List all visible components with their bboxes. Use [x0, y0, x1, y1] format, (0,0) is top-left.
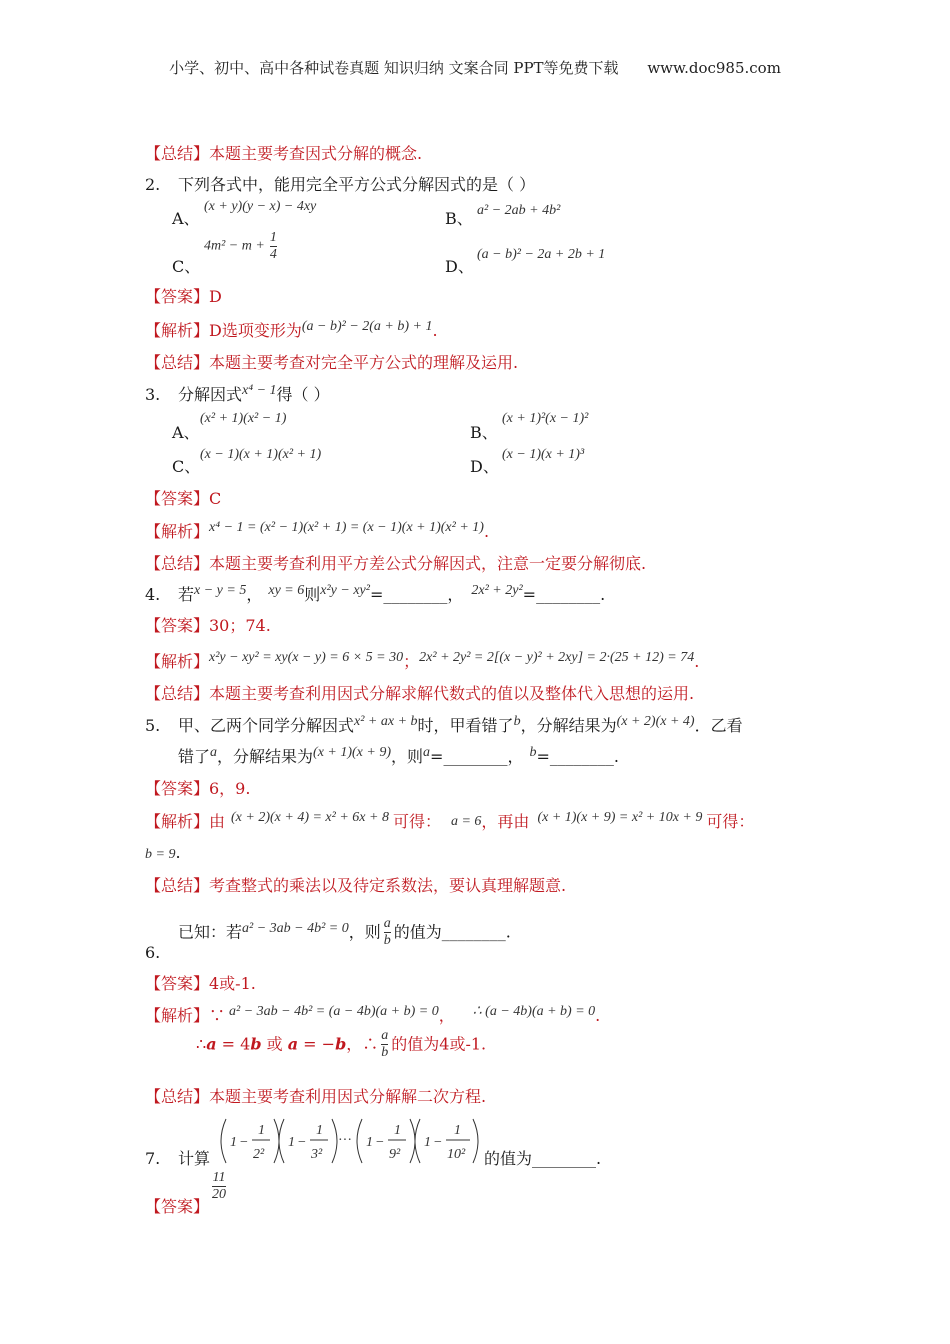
q4-analysis-expr1: x²y − xy² = xy(x − y) = 6 × 5 = 30 [209, 650, 404, 665]
q2-option-c-num: 1 [269, 230, 277, 245]
q2-answer: 【答案】D [145, 287, 222, 306]
header-title: 小学、初中、高中各种试卷真题 知识归纳 文案合同 PPT等免费下载 [169, 59, 619, 77]
q5-e3: (x + 2)(x + 4) [616, 714, 695, 729]
q7-paren-open-2 [279, 1119, 284, 1163]
q6-l2-fraction [381, 1028, 388, 1061]
q5-t6: ，分解结果为 [217, 747, 314, 766]
q3-option-c-label: C、 [172, 457, 201, 476]
q6-analysis [145, 1005, 600, 1029]
q4-number: 4. [145, 585, 161, 604]
q2-option-b-label: B、 [445, 209, 473, 228]
q7-f3-den: 9² [389, 1147, 401, 1162]
q7-t2: 的值为________. [484, 1149, 602, 1168]
q4-analysis-sep: ； [403, 652, 420, 671]
q6-summary: 【总结】本题主要考查利用因式分解解二次方程. [145, 1087, 487, 1106]
q2-stem: 下列各式中，能用完全平方公式分解因式的是（ ） [178, 175, 536, 194]
q7-minus-2: − [298, 1135, 306, 1150]
q3-stem-b: 得（ ） [276, 385, 330, 404]
q2-option-a-expr: (x + y)(y − x) − 4xy [204, 199, 317, 214]
q6-l2-t1: = 4 [216, 1034, 251, 1054]
q6-e1: a² − 3ab − 4b² = 0 [242, 920, 349, 936]
q6-l2-e4: b [335, 1034, 347, 1054]
q6-l2-t4: ，∴ [346, 1034, 379, 1054]
q4-stem [178, 584, 605, 608]
q5-t2: 时，甲看错了 [417, 716, 514, 735]
q6-analysis-e1: a² − 3ab − 4b² = (a − 4b)(a + b) = 0 [229, 1004, 439, 1019]
q2-number: 2. [145, 175, 161, 194]
q7-one-3: 1 [366, 1135, 373, 1150]
q3-option-a-expr: (x² + 1)(x² − 1) [200, 411, 287, 426]
q5-t4: ．乙看 [694, 716, 743, 735]
q6-l2-t5: 的值为4或-1. [391, 1034, 487, 1054]
header-url[interactable]: www.doc985.com [647, 59, 781, 77]
q7-f1-num: 1 [258, 1123, 265, 1138]
q6-l2-frac-den: b [381, 1045, 389, 1060]
q5-analysis-t3: 可得： [706, 812, 755, 831]
q6-t3: 的值为________. [393, 922, 511, 942]
q5-t3: ，分解结果为 [520, 716, 617, 735]
q5-analysis-e4: b = 9 [145, 847, 176, 862]
q7-f1-den: 2² [253, 1147, 265, 1162]
q4-analysis-end: . [694, 652, 700, 671]
q5-summary: 【总结】考查整式的乘法以及待定系数法，要认真理解题意. [145, 876, 567, 895]
q7-one-4: 1 [424, 1135, 431, 1150]
q3-option-d-label: D、 [470, 457, 499, 476]
q7-f2-num: 1 [316, 1123, 323, 1138]
q6-fraction [384, 916, 391, 949]
q5-e1: x² + ax + b [354, 714, 418, 729]
q5-line2 [178, 746, 619, 770]
q6-l2-t3: = − [298, 1034, 336, 1054]
q7-answer-den: 20 [212, 1187, 226, 1202]
q6-analysis-end: . [595, 1006, 601, 1025]
q6-analysis-line2 [196, 1028, 486, 1061]
q4-e1: x − y = 5 [194, 583, 247, 598]
q4-t2: ， [246, 585, 263, 604]
q7-t1: 计算 [178, 1149, 211, 1168]
q4-analysis-expr2: 2x² + 2y² = 2[(x − y)² + 2xy] = 2·(25 + 12) = 74 [419, 650, 695, 665]
q7-paren-close-3 [410, 1119, 415, 1163]
q7-paren-open-4 [415, 1119, 420, 1163]
q2-analysis-label: 【解析】D选项变形为 [145, 321, 302, 340]
q2-option-c-expr [204, 230, 277, 263]
q5-analysis-label: 【解析】由 [145, 812, 226, 831]
q4-summary: 【总结】本题主要考查利用因式分解求解代数式的值以及整体代入思想的运用. [145, 684, 695, 703]
q5-analysis-t2: ，再由 [481, 812, 530, 831]
q5-analysis-e2: a = 6 [450, 814, 482, 829]
q7-product-svg [212, 1116, 482, 1166]
q7-paren-open-3 [357, 1119, 362, 1163]
q4-e4: 2x² + 2y² [471, 583, 523, 598]
q7-f2-den: 3² [311, 1147, 323, 1162]
q2-option-c-poly: 4m² − m + [204, 238, 265, 254]
q3-option-a-label: A、 [172, 423, 200, 442]
q4-t4: =________， [369, 585, 464, 604]
q6-analysis-t1: ， [438, 1006, 455, 1025]
q7-dots: ··· [338, 1133, 352, 1148]
q7-paren-close-1 [274, 1119, 279, 1163]
q6-frac-den: b [383, 933, 391, 948]
q3-option-c-expr: (x − 1)(x + 1)(x² + 1) [200, 447, 322, 462]
q5-t9: =________. [536, 747, 619, 766]
q4-t5: =________. [522, 585, 606, 604]
q5-answer: 【答案】6，9. [145, 779, 251, 798]
q6-l2-a: ∴ [196, 1034, 207, 1054]
q7-minus-1: − [240, 1135, 248, 1150]
q5-analysis-end: . [175, 843, 181, 862]
q5-e2: b [513, 714, 521, 729]
q4-e3: x²y − xy² [320, 583, 370, 598]
q7-minus-3: − [376, 1135, 384, 1150]
q2-option-d-label: D、 [445, 257, 474, 276]
q7-answer-fraction [212, 1170, 226, 1203]
q2-option-c-den: 4 [269, 247, 277, 262]
q5-e8: b [529, 745, 537, 760]
q3-analysis-label: 【解析】 [145, 522, 210, 541]
q4-t3: 则 [304, 585, 321, 604]
q5-e7: a [423, 745, 431, 760]
q7-answer-frac [212, 1170, 226, 1203]
q7-number: 7. [145, 1149, 161, 1168]
q2-option-d-expr: (a − b)² − 2a + 2b + 1 [477, 247, 606, 262]
q2-option-c-label: C、 [172, 257, 201, 276]
q3-analysis-end: . [483, 522, 490, 541]
q4-e2: xy = 6 [268, 583, 305, 598]
q6-frac-num: a [383, 916, 391, 931]
q6-stem [178, 916, 511, 949]
q7-product-expr [212, 1116, 482, 1170]
q4-analysis [145, 651, 699, 675]
q3-answer: 【答案】C [145, 489, 222, 508]
q2-option-a-label: A、 [172, 209, 200, 228]
q6-l2-e1: a [206, 1034, 217, 1054]
q3-summary: 【总结】本题主要考查利用平方差公式分解因式，注意一定要分解彻底. [145, 554, 647, 573]
q3-stem-expr: x⁴ − 1 [242, 383, 277, 398]
q3-option-d-expr: (x − 1)(x + 1)³ [502, 447, 585, 462]
q6-l2-e3: a [287, 1034, 299, 1054]
q2-option-c-fraction [270, 230, 277, 263]
q3-analysis [145, 521, 489, 545]
q6-t2: ，则 [348, 922, 381, 942]
q3-option-b-label: B、 [470, 423, 498, 442]
q5-t5: 错了 [178, 747, 211, 766]
q6-l2-frac-num: a [381, 1028, 389, 1043]
q5-analysis-line2 [145, 842, 181, 866]
q5-t8: =________， [430, 747, 524, 766]
q7-one-2: 1 [288, 1135, 295, 1150]
q5-line1 [178, 715, 743, 739]
q7-one-1: 1 [230, 1135, 237, 1150]
q5-e6: (x + 1)(x + 9) [313, 745, 392, 760]
q2-analysis-expr: (a − b)² − 2(a + b) + 1 [301, 319, 433, 334]
q7-paren-close-4 [473, 1119, 478, 1163]
q7-f3-num: 1 [394, 1123, 401, 1138]
q5-analysis-e1: (x + 2)(x + 4) = x² + 6x + 8 [231, 810, 389, 825]
q3-analysis-expr: x⁴ − 1 = (x² − 1)(x² + 1) = (x − 1)(x + 1)(x² + 1) [209, 520, 484, 535]
q5-t1: 甲、乙两个同学分解因式 [178, 716, 355, 735]
q5-e5: a [210, 745, 218, 760]
q7-paren-close-2 [332, 1119, 337, 1163]
q2-analysis-end: . [432, 321, 438, 340]
q6-l2-e2: b [250, 1034, 262, 1054]
q6-l2-t2: 或 [261, 1034, 288, 1054]
q3-number: 3. [145, 385, 161, 404]
q3-stem-a: 分解因式 [178, 385, 243, 404]
page-header [0, 57, 950, 78]
q7-f4-den: 10² [447, 1147, 466, 1162]
q5-number: 5. [145, 716, 161, 735]
q4-analysis-label: 【解析】 [145, 652, 210, 671]
q7-minus-4: − [434, 1135, 442, 1150]
q5-analysis-t1: 可得： [392, 812, 441, 831]
q7-answer-label: 【答案】 [145, 1197, 210, 1216]
q3-stem [178, 384, 330, 408]
q6-number: 6. [145, 943, 161, 962]
q7-answer-num: 11 [212, 1170, 226, 1185]
q4-answer: 【答案】30；74. [145, 616, 271, 635]
q6-analysis-e2: ∴ (a − 4b)(a + b) = 0 [472, 1004, 596, 1019]
q5-analysis-e3: (x + 1)(x + 9) = x² + 10x + 9 [537, 810, 703, 825]
q7-f4-num: 1 [454, 1123, 461, 1138]
q5-analysis [145, 811, 754, 835]
q7-paren-open-1 [221, 1119, 226, 1163]
q1-summary: 【总结】本题主要考查因式分解的概念. [145, 144, 423, 163]
q6-analysis-label: 【解析】∵ [145, 1006, 226, 1025]
q4-t1: 若 [178, 585, 195, 604]
q3-option-b-expr: (x + 1)²(x − 1)² [502, 411, 589, 426]
q5-t7: ，则 [391, 747, 424, 766]
q6-t1: 已知：若 [178, 922, 243, 942]
q2-option-b-expr: a² − 2ab + 4b² [477, 203, 561, 218]
q2-analysis [145, 320, 438, 344]
q2-summary: 【总结】本题主要考查对完全平方公式的理解及运用. [145, 353, 519, 372]
q6-answer: 【答案】4或-1. [145, 974, 256, 993]
